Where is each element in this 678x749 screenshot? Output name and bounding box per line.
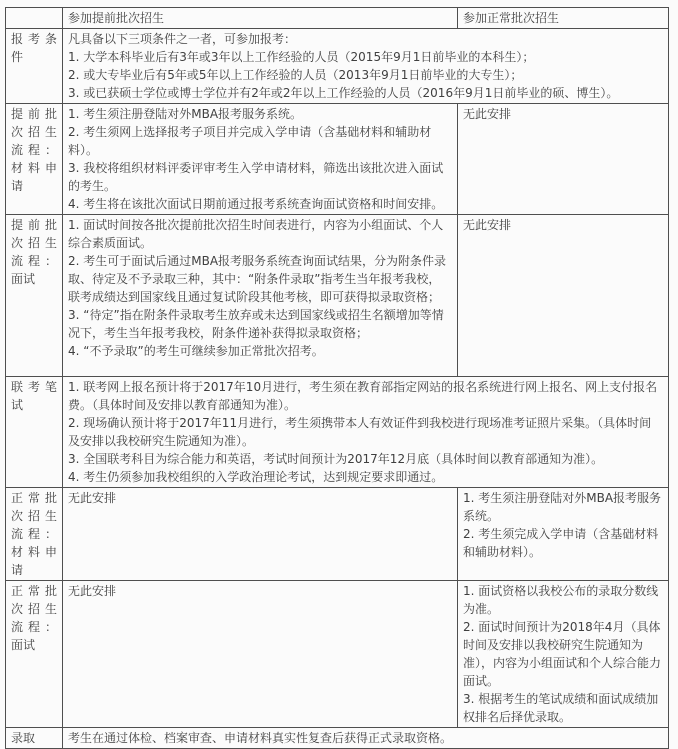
row-early-interview xyxy=(6,215,669,377)
paragraph: 凡具备以下三项条件之一者，可参加报考： xyxy=(68,32,297,46)
paragraph: 4. 考生将在该批次面试日期前通过报考系统查询面试资格和时间安排。 xyxy=(68,197,444,211)
header-normal-batch: 参加正常批次招生 xyxy=(458,8,669,29)
paragraph: 4. 考生仍须参加我校组织的入学政治理论考试，达到规定要求即通过。 xyxy=(68,470,444,484)
paragraph: 1. 联考网上报名预计将于2017年10月进行，考生须在教育部指定网站的报名系统进行网上报名、网上支付报名费。（具体时间及安排以教育部通知为准）。 xyxy=(68,380,658,412)
paragraph: 1. 面试资格以我校公布的录取分数线为准。 xyxy=(463,584,659,616)
paragraph: 1. 考生须注册登陆对外MBA报考服务系统。 xyxy=(463,491,662,523)
paragraph: 3. 根据考生的笔试成绩和面试成绩加权排名后择优录取。 xyxy=(463,692,659,724)
row-conditions-content xyxy=(63,29,669,104)
row-conditions-label: 报考条件 xyxy=(6,29,63,104)
row-admission-label: 录取 xyxy=(6,728,63,749)
paragraph: 4. “不予录取”的考生可继续参加正常批次招考。 xyxy=(68,344,324,358)
row-normal-interview xyxy=(6,581,669,728)
row-written-exam xyxy=(6,377,669,488)
row-early-interview-early-cell xyxy=(63,215,458,377)
paragraph: 无此安排 xyxy=(463,107,512,121)
row-admission-content xyxy=(63,728,669,749)
paragraph: 无此安排 xyxy=(68,491,117,505)
paragraph: 3. “待定”指在附条件录取考生放弃或未达到国家线或招生名额增加等情况下，考生当年报考我校，附条件递补获得拟录取资格； xyxy=(68,308,444,340)
row-normal-interview-early-cell xyxy=(63,581,458,728)
paragraph: 无此安排 xyxy=(463,218,512,232)
row-early-material-normal-cell xyxy=(458,104,669,215)
paragraph: 3. 或已获硕士学位或博士学位并有2年或2年以上工作经验的人员（2016年9月1日前毕业的硕、博生）。 xyxy=(68,86,619,100)
paragraph: 考生在通过体检、档案审查、申请材料真实性复查后获得正式录取资格。 xyxy=(68,731,453,745)
row-early-interview-label: 提前批次招生流程：面试 xyxy=(6,215,63,377)
row-written-exam-content xyxy=(63,377,669,488)
row-normal-material-early-cell xyxy=(63,488,458,581)
row-admission xyxy=(6,728,669,749)
row-early-material-early-cell xyxy=(63,104,458,215)
header-blank-cell xyxy=(6,8,63,29)
header-early-batch: 参加提前批次招生 xyxy=(63,8,458,29)
row-normal-material-label: 正常批次招生流程：材料申请 xyxy=(6,488,63,581)
row-early-material-label: 提前批次招生流程：材料申请 xyxy=(6,104,63,215)
paragraph: 2. 现场确认预计将于2017年11月进行，考生须携带本人有效证件到我校进行现场准考证照片采集。（具体时间及安排以我校研究生院通知为准）。 xyxy=(68,416,652,448)
row-early-material xyxy=(6,104,669,215)
paragraph: 2. 考生可于面试后通过MBA报考服务系统查询面试结果，分为附条件录取、待定及不予录取三种，其中：“附条件录取”指考生当年报考我校，联考成绩达到国家线且通过复试阶段其他考核，即可获得拟录取资格； xyxy=(68,254,447,304)
row-normal-material xyxy=(6,488,669,581)
row-normal-interview-label: 正常批次招生流程：面试 xyxy=(6,581,63,728)
paragraph: 1. 面试时间按各批次提前批次招生时间表进行，内容为小组面试、个人综合素质面试。 xyxy=(68,218,444,250)
admissions-process-table xyxy=(5,7,669,749)
table-header-row xyxy=(6,8,669,29)
row-conditions xyxy=(6,29,669,104)
row-normal-interview-normal-cell xyxy=(458,581,669,728)
paragraph: 无此安排 xyxy=(68,584,117,598)
row-written-exam-label: 联考笔试 xyxy=(6,377,63,488)
paragraph: 2. 面试时间预计为2018年4月（具体时间及安排以我校研究生院通知为准），内容为小组面试和个人综合能力面试。 xyxy=(463,620,662,688)
paragraph: 3. 全国联考科目为综合能力和英语，考试时间预计为2017年12月底（具体时间以教育部通知为准）。 xyxy=(68,452,604,466)
paragraph: 1. 考生须注册登陆对外MBA报考服务系统。 xyxy=(68,107,303,121)
row-normal-material-normal-cell xyxy=(458,488,669,581)
paragraph: 2. 考生须完成入学申请（含基础材料和辅助材料）。 xyxy=(463,527,659,559)
paragraph: 2. 或大专毕业后有5年或5年以上工作经验的人员（2013年9月1日前毕业的大专生）； xyxy=(68,68,523,82)
paragraph: 2. 考生须网上选择报考子项目并完成入学申请（含基础材料和辅助材料）。 xyxy=(68,125,432,157)
paragraph: 3. 我校将组织材料评委评审考生入学申请材料，筛选出该批次进入面试的考生。 xyxy=(68,161,444,193)
row-early-interview-normal-cell xyxy=(458,215,669,377)
paragraph: 1. 大学本科毕业后有3年或3年以上工作经验的人员（2015年9月1日前毕业的本科生）； xyxy=(68,50,535,64)
